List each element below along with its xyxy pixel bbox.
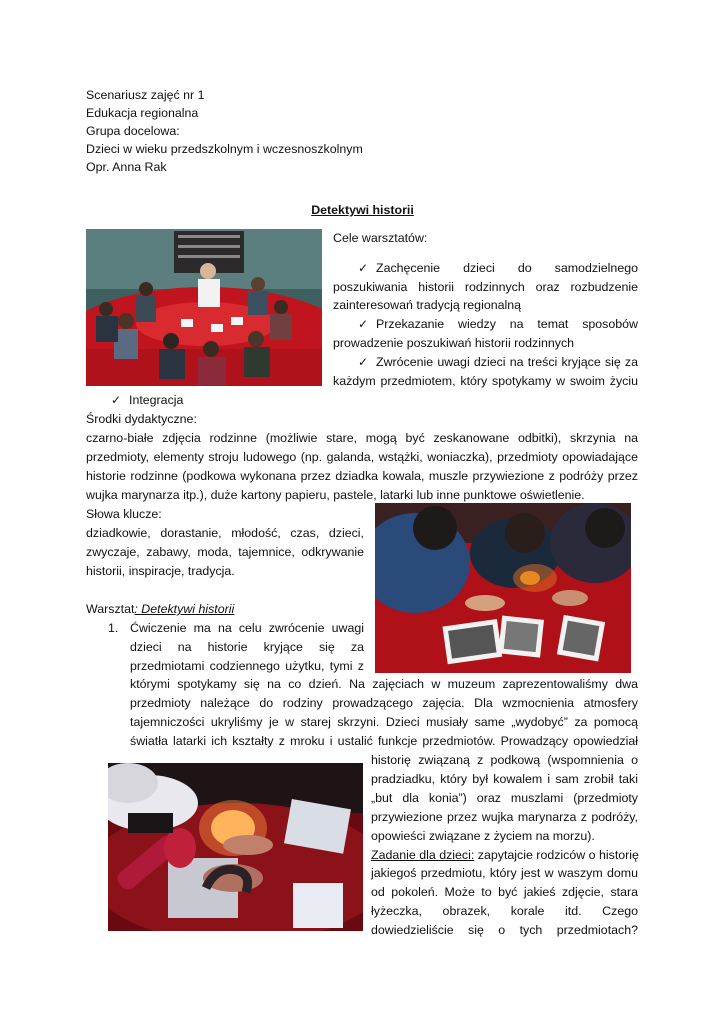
workshop-right-line-9: łyżeczka, obrazek, korale itd. Czego <box>371 904 638 918</box>
workshop-name: : Detektywi historii <box>134 602 235 616</box>
means-line-4: wujka marynarza itp.), duże kartony papieru, pastele, latarki lub inne punktowe oświetlenie. <box>86 488 585 502</box>
goal-1-word: samodzielnego <box>554 261 638 275</box>
header-line-2: Edukacja regionalna <box>86 106 199 120</box>
workshop-heading <box>86 600 234 619</box>
workshop-right-line-1: historię związaną z podkową (wspomnienia o <box>371 753 638 767</box>
task-text: zapytajcie rodziców o historię <box>474 848 639 862</box>
keywords-line-1: dziadkowie, dorastanie, młodość, czas, dzieci, <box>86 526 364 540</box>
header-line-3: Grupa docelowa: <box>86 124 180 138</box>
list-number: 1. <box>108 621 119 635</box>
keywords-line-3: historii, inspiracje, tradycja. <box>86 564 235 578</box>
goal-1-line-3: zainteresowań tradycją regionalną <box>333 298 522 312</box>
task-line <box>371 846 639 865</box>
workshop-right-line-8: od pokoleń. Może to być jakieś zdjęcie, stara <box>371 885 638 899</box>
workshop-line-1: Ćwiczenie ma na celu zwrócenie uwagi <box>130 621 364 635</box>
means-line-1: czarno-białe zdjęcia rodzinne (możliwie stare, mogą być zeskanowane odbitki), skrzynia na <box>86 431 638 445</box>
workshop-line-6: tajemniczości ukryliśmy je w starej skrzyni. Dzieci musiały same „wydobyć” za pomocą <box>130 715 638 729</box>
workshop-right-line-7: jakiegoś przedmiotu, który jest w waszym domu <box>371 866 638 880</box>
workshop-label: Warsztat <box>86 602 135 616</box>
goal-1-line-2: poszukiwania historii rodzinnych oraz rozbudzenie <box>333 280 638 294</box>
goal-2-line-1: Przekazanie wiedzy na temat sposobów <box>376 317 638 331</box>
photo-shell-in-hands <box>108 763 363 931</box>
photo-flashlight-photos-image <box>375 503 631 673</box>
goal-3-line-1: Zwrócenie uwagi dzieci na treści kryjące się za <box>376 355 638 369</box>
means-line-3: historie rodzinne (podkowa wykonana przez dziadka kowala, muszle przywiezione z podróży przez <box>86 469 638 483</box>
workshop-right-line-3: „but dla konia”) oraz muszlami (przedmioty <box>371 791 638 805</box>
checkmark-icon: ✓ <box>358 355 369 369</box>
checkmark-icon: ✓ <box>358 317 369 331</box>
document-title: Detektywi historii <box>311 203 414 217</box>
workshop-right-line-10: dowiedzieliście się o tych przedmiotach? <box>371 923 638 937</box>
workshop-right-line-4: przywiezione przez wujka marynarza z podróży, <box>371 810 638 824</box>
photo-flashlight-photos <box>375 503 631 673</box>
header-line-4: Dzieci w wieku przedszkolnym i wczesnoszkolnym <box>86 142 363 156</box>
goal-1-word: dzieci <box>463 261 495 275</box>
goal-3-line-2: każdym przedmiotem, który spotykamy w swoim życiu <box>333 374 638 388</box>
photo-children-circle-image <box>86 229 322 386</box>
task-label: Zadanie dla dzieci: <box>371 848 475 862</box>
goal-1-line-1 <box>376 259 638 278</box>
checkmark-icon: ✓ <box>111 393 122 407</box>
photo-shell-in-hands-image <box>108 763 363 931</box>
workshop-line-7: światła latarki ich kształty z mroku i ustalić funkcje przedmiotów. Prowadzący opowiedział <box>130 734 638 748</box>
workshop-line-5: przedmioty należące do rodziny prowadzącego zajęcia. Dla wzmocnienia atmosfery <box>130 696 638 710</box>
goal-2-line-2: prowadzenie poszukiwań historii rodzinnych <box>333 336 575 350</box>
keywords-heading: Słowa klucze: <box>86 507 162 521</box>
goals-heading: Cele warsztatów: <box>333 231 428 245</box>
goal-1-word: Zachęcenie <box>376 261 441 275</box>
checkmark-icon: ✓ <box>358 261 369 275</box>
keywords-line-2: zwyczaje, zabawy, moda, tajemnice, odkrywanie <box>86 545 364 559</box>
photo-children-circle <box>86 229 322 386</box>
workshop-right-line-2: pradziadku, który był kowalem i sam zrobił taki <box>371 772 638 786</box>
workshop-line-3: przedmiotami codziennego użytku, tymi z <box>130 659 364 673</box>
header-line-5: Opr. Anna Rak <box>86 160 167 174</box>
goal-4: Integracja <box>129 393 184 407</box>
workshop-right-line-5: opowieści związane z życiem na morzu). <box>371 829 595 843</box>
workshop-line-4: którymi spotykamy się na co dzień. Na zajęciach w muzeum zaprezentowaliśmy dwa <box>130 677 638 691</box>
header-line-1: Scenariusz zajęć nr 1 <box>86 88 205 102</box>
means-heading: Środki dydaktyczne: <box>86 412 197 426</box>
means-line-2: przedmioty, elementy stroju ludowego (np. galanda, wstążki, woniaczka), przedmioty opowiadające <box>86 450 638 464</box>
goal-1-word: do <box>517 261 532 275</box>
workshop-line-2: dzieci na historie kryjące się za <box>130 640 364 654</box>
